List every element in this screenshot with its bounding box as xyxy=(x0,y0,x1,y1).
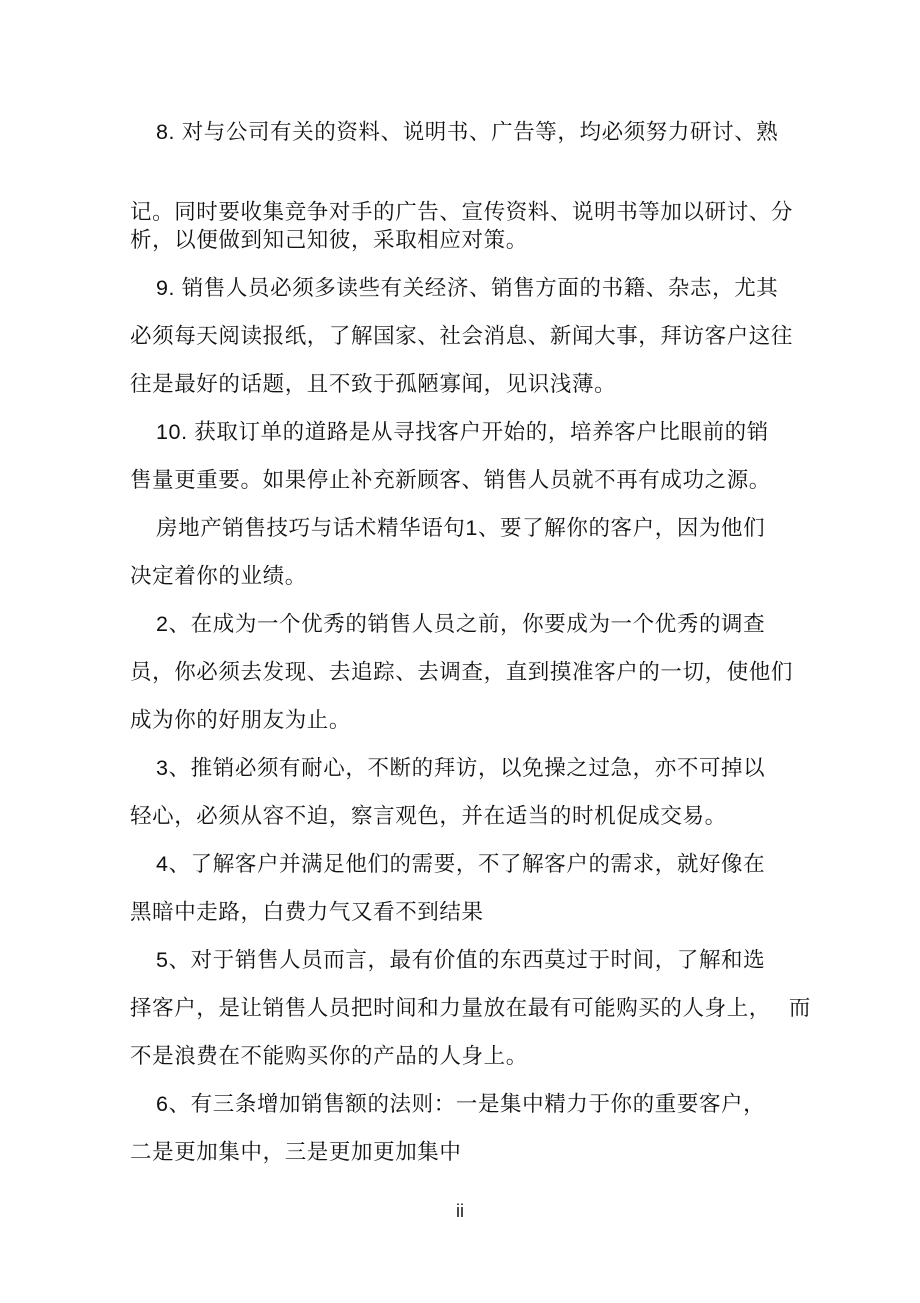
paragraph xyxy=(130,600,796,744)
text-line: 8. 对与公司有关的资料、说明书、广告等，均必须努力研讨、熟 xyxy=(156,120,779,144)
paragraph xyxy=(130,408,796,504)
text-line: 必须每天阅读报纸，了解国家、社会消息、新闻大事，拜访客户这往 xyxy=(130,324,794,348)
text-line: 售量更重要。如果停止补充新顾客、销售人员就不再有成功之源。 xyxy=(130,468,771,492)
text-line: 析，以便做到知己知彼，采取相应对策。 xyxy=(130,228,528,252)
text-line: 5、对于销售人员而言，最有价值的东西莫过于时间，了解和选 xyxy=(156,948,766,972)
text-line: 6、有三条增加销售额的法则：一是集中精力于你的重要客户， xyxy=(156,1092,766,1116)
text-line: 择客户，是让销售人员把时间和力量放在最有可能购买的人身上， 而 xyxy=(130,996,811,1020)
paragraph xyxy=(130,264,796,408)
page-footer xyxy=(0,1200,920,1222)
text-line: 10. 获取订单的道路是从寻找客户开始的，培养客户比眼前的销 xyxy=(156,420,769,444)
text-line: 二是更加集中，三是更加更加集中 xyxy=(130,1140,462,1164)
text-line: 9. 销售人员必须多读些有关经济、销售方面的书籍、杂志，尤其 xyxy=(156,276,779,300)
text-line: 房地产销售技巧与话术精华语句1、要了解你的客户，因为他们 xyxy=(156,516,766,540)
paragraph xyxy=(130,504,796,600)
text-line: 决定着你的业绩。 xyxy=(130,564,307,588)
paragraph xyxy=(130,744,796,840)
text-line: 2、在成为一个优秀的销售人员之前，你要成为一个优秀的调查 xyxy=(156,612,766,636)
text-line: 4、了解客户并满足他们的需要，不了解客户的需求，就好像在 xyxy=(156,852,766,876)
text-line: 往是最好的话题，且不致于孤陋寡闻，见识浅薄。 xyxy=(130,372,617,396)
document-body xyxy=(130,108,811,1176)
text-line: 员，你必须去发现、去追踪、去调查，直到摸准客户的一切，使他们 xyxy=(130,660,794,684)
paragraph xyxy=(130,108,796,156)
text-line: 成为你的好朋友为止。 xyxy=(130,708,352,732)
paragraph xyxy=(130,936,811,1080)
paragraph xyxy=(130,1080,796,1176)
page-number: ii xyxy=(456,1201,464,1221)
text-line: 轻心，必须从容不迫，察言观色，并在适当的时机促成交易。 xyxy=(130,804,727,828)
text-line: 黑暗中走路，白费力气又看不到结果 xyxy=(130,900,484,924)
text-line: 不是浪费在不能购买你的产品的人身上。 xyxy=(130,1044,528,1068)
text-line: 记。同时要收集竞争对手的广告、宣传资料、说明书等加以研讨、分 xyxy=(130,200,794,224)
paragraph xyxy=(130,840,796,936)
paragraph xyxy=(130,198,796,254)
text-line: 3、推销必须有耐心，不断的拜访，以免操之过急，亦不可掉以 xyxy=(156,756,766,780)
